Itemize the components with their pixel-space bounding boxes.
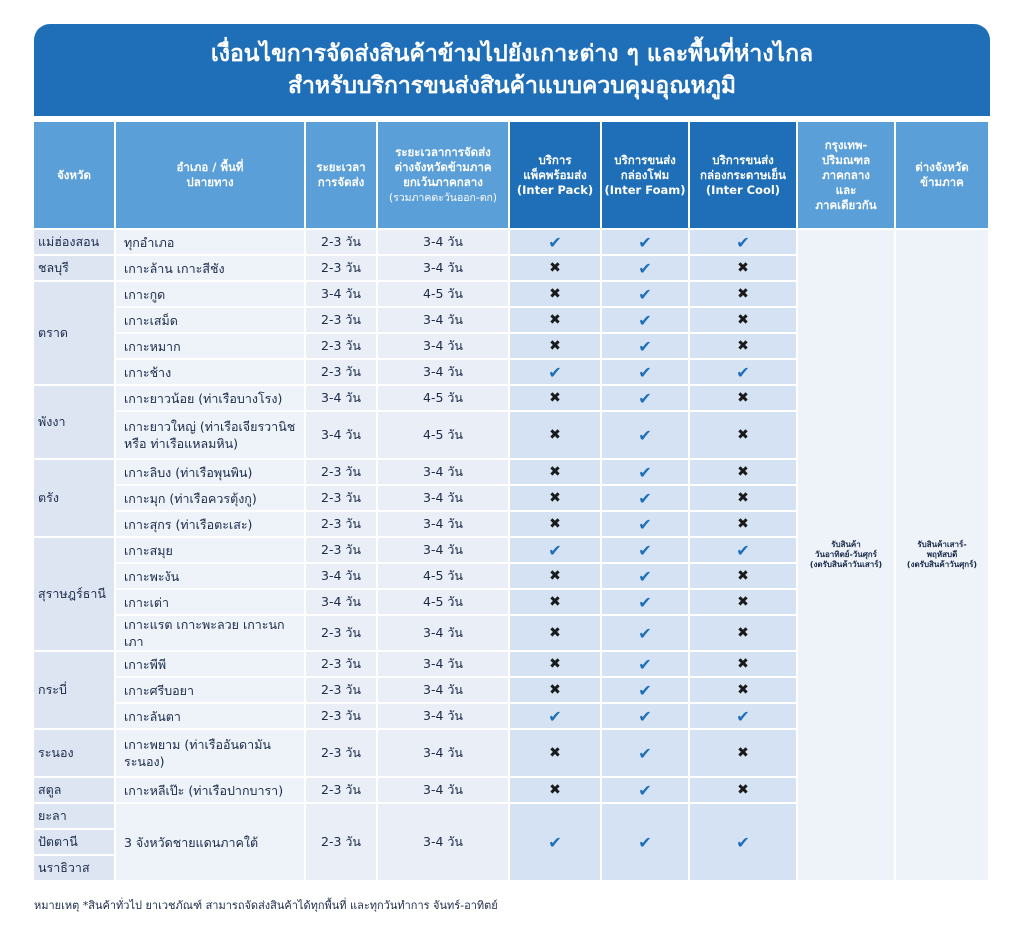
area-cell: 3 จังหวัดชายแดนภาคใต้ [116, 802, 306, 880]
cross-region-duration-cell: 3-4 วัน [378, 510, 510, 536]
cross-icon: ✖ [690, 588, 798, 614]
check-icon: ✔ [690, 358, 798, 384]
province-cell [34, 728, 116, 776]
check-icon: ✔ [602, 410, 690, 458]
area-cell: เกาะสมุย [116, 536, 306, 562]
cross-icon: ✖ [510, 458, 602, 484]
duration-cell: 2-3 วัน [306, 650, 378, 676]
check-icon: ✔ [602, 588, 690, 614]
header-duration: ระยะเวลา การจัดส่ง [306, 122, 378, 228]
footnote: หมายเหตุ *สินค้าทั่วไป ยาเวชภัณฑ์ สามารถจัดส่งสินค้าได้ทุกพื้นที่ และทุกวันทำการ จันทร์-อาทิตย์ [34, 899, 498, 912]
check-icon: ✔ [602, 676, 690, 702]
table-row [34, 228, 990, 254]
cross-icon: ✖ [510, 510, 602, 536]
province-name: แม่ฮ่องสอน [38, 234, 100, 249]
check-icon: ✔ [602, 228, 690, 254]
check-icon: ✔ [690, 228, 798, 254]
province-cell [34, 536, 116, 650]
province-cell [34, 280, 116, 384]
cross-icon: ✖ [690, 384, 798, 410]
cross-region-duration-cell: 4-5 วัน [378, 384, 510, 410]
cross-icon: ✖ [510, 650, 602, 676]
province-name: สุราษฎร์ธานี [38, 586, 106, 601]
cross-region-duration-cell: 3-4 วัน [378, 484, 510, 510]
header-other-region: ต่างจังหวัด ข้ามภาค [896, 122, 990, 228]
cross-icon: ✖ [690, 728, 798, 776]
province-cell [34, 458, 116, 536]
shipping-conditions-table [34, 122, 990, 880]
check-icon: ✔ [690, 536, 798, 562]
cross-icon: ✖ [510, 332, 602, 358]
cross-icon: ✖ [690, 562, 798, 588]
province-cell [34, 228, 116, 254]
check-icon: ✔ [602, 254, 690, 280]
cross-icon: ✖ [510, 728, 602, 776]
cross-region-duration-cell: 4-5 วัน [378, 562, 510, 588]
check-icon: ✔ [602, 802, 690, 880]
duration-cell: 2-3 วัน [306, 254, 378, 280]
cross-region-duration-cell: 3-4 วัน [378, 306, 510, 332]
duration-cell: 2-3 วัน [306, 536, 378, 562]
cross-region-duration-cell: 4-5 วัน [378, 410, 510, 458]
cross-region-duration-cell: 3-4 วัน [378, 228, 510, 254]
area-cell: เกาะล้าน เกาะสีชัง [116, 254, 306, 280]
cross-icon: ✖ [690, 254, 798, 280]
bkk-pickup-note: รับสินค้า วันอาทิตย์-วันศุกร์ (งดรับสินค้าวันเสาร์) [798, 228, 896, 880]
area-cell: เกาะยาวน้อย (ท่าเรือบางโรง) [116, 384, 306, 410]
cross-icon: ✖ [690, 280, 798, 306]
province-cell [34, 802, 116, 880]
duration-cell: 2-3 วัน [306, 776, 378, 802]
duration-cell: 2-3 วัน [306, 676, 378, 702]
cross-icon: ✖ [510, 410, 602, 458]
header-province: จังหวัด [34, 122, 116, 228]
province-cell [34, 384, 116, 458]
header-area: อำเภอ / พื้นที่ ปลายทาง [116, 122, 306, 228]
duration-cell: 2-3 วัน [306, 228, 378, 254]
header-cross-region: ระยะเวลาการจัดส่ง ต่างจังหวัดข้ามภาค ยกเว้นภาคกลาง (รวมภาคตะวันออก-ตก) [378, 122, 510, 228]
check-icon: ✔ [602, 702, 690, 728]
area-cell: เกาะหลีเป๊ะ (ท่าเรือปากบารา) [116, 776, 306, 802]
check-icon: ✔ [690, 802, 798, 880]
province-name: ชลบุรี [38, 260, 69, 275]
cross-icon: ✖ [690, 458, 798, 484]
header-bkk-region: กรุงเทพ- ปริมณฑล ภาคกลาง และ ภาคเดียวกัน [798, 122, 896, 228]
check-icon: ✔ [510, 802, 602, 880]
area-cell: เกาะศรีบอยา [116, 676, 306, 702]
province-name: กระบี่ [38, 682, 67, 697]
check-icon: ✔ [602, 536, 690, 562]
cross-icon: ✖ [690, 484, 798, 510]
province-name: สตูล [38, 782, 62, 797]
check-icon: ✔ [602, 358, 690, 384]
check-icon: ✔ [602, 728, 690, 776]
area-cell: เกาะเต่า [116, 588, 306, 614]
cross-region-duration-cell: 3-4 วัน [378, 676, 510, 702]
check-icon: ✔ [602, 280, 690, 306]
check-icon: ✔ [602, 458, 690, 484]
duration-cell: 2-3 วัน [306, 510, 378, 536]
check-icon: ✔ [510, 358, 602, 384]
cross-icon: ✖ [690, 776, 798, 802]
cross-region-duration-cell: 3-4 วัน [378, 776, 510, 802]
cross-region-duration-cell: 4-5 วัน [378, 280, 510, 306]
header-inter-foam: บริการขนส่ง กล่องโฟม (Inter Foam) [602, 122, 690, 228]
cross-icon: ✖ [690, 410, 798, 458]
title-line-1: เงื่อนไขการจัดส่งสินค้าข้ามไปยังเกาะต่าง ๆ และพื้นที่ห่างไกล [210, 41, 814, 67]
cross-region-duration-cell: 3-4 วัน [378, 332, 510, 358]
duration-cell: 2-3 วัน [306, 484, 378, 510]
duration-cell: 3-4 วัน [306, 384, 378, 410]
cross-region-duration-cell: 3-4 วัน [378, 702, 510, 728]
area-cell: เกาะลันตา [116, 702, 306, 728]
area-cell: ทุกอำเภอ [116, 228, 306, 254]
cross-icon: ✖ [510, 280, 602, 306]
cross-region-duration-cell: 3-4 วัน [378, 728, 510, 776]
cross-region-duration-cell: 4-5 วัน [378, 588, 510, 614]
cross-region-duration-cell: 3-4 วัน [378, 802, 510, 880]
cross-region-duration-cell: 3-4 วัน [378, 536, 510, 562]
cross-icon: ✖ [690, 650, 798, 676]
cross-icon: ✖ [510, 306, 602, 332]
duration-cell: 2-3 วัน [306, 358, 378, 384]
cross-region-duration-cell: 3-4 วัน [378, 650, 510, 676]
province-name: นราธิวาส [34, 854, 114, 880]
duration-cell: 2-3 วัน [306, 458, 378, 484]
duration-cell: 2-3 วัน [306, 306, 378, 332]
province-cell [34, 254, 116, 280]
cross-icon: ✖ [690, 614, 798, 650]
check-icon: ✔ [602, 562, 690, 588]
check-icon: ✔ [602, 306, 690, 332]
duration-cell: 3-4 วัน [306, 410, 378, 458]
area-cell: เกาะแรต เกาะพะลวย เกาะนกเภา [116, 614, 306, 650]
header-inter-cool: บริการขนส่ง กล่องกระดาษเย็น (Inter Cool) [690, 122, 798, 228]
duration-cell: 2-3 วัน [306, 614, 378, 650]
province-name: ตราด [38, 325, 68, 340]
check-icon: ✔ [602, 776, 690, 802]
province-name: ยะลา [38, 808, 67, 823]
area-cell: เกาะพะงัน [116, 562, 306, 588]
table-body [34, 228, 990, 880]
check-icon: ✔ [602, 510, 690, 536]
duration-cell: 3-4 วัน [306, 280, 378, 306]
area-cell: เกาะลิบง (ท่าเรือพุนพิน) [116, 458, 306, 484]
duration-cell: 3-4 วัน [306, 562, 378, 588]
area-cell: เกาะพยาม (ท่าเรืออันดามัน ระนอง) [116, 728, 306, 776]
cross-region-duration-cell: 3-4 วัน [378, 358, 510, 384]
cross-icon: ✖ [690, 676, 798, 702]
check-icon: ✔ [510, 536, 602, 562]
cross-icon: ✖ [690, 332, 798, 358]
province-cell [34, 650, 116, 728]
check-icon: ✔ [510, 228, 602, 254]
area-cell: เกาะมุก (ท่าเรือควรตุ้งกู) [116, 484, 306, 510]
duration-cell: 2-3 วัน [306, 332, 378, 358]
area-cell: เกาะยาวใหญ่ (ท่าเรือเจียรวานิช หรือ ท่าเรือแหลมหิน) [116, 410, 306, 458]
cross-icon: ✖ [510, 254, 602, 280]
province-cell [34, 776, 116, 802]
area-cell: เกาะหมาก [116, 332, 306, 358]
check-icon: ✔ [602, 614, 690, 650]
area-cell: เกาะสุกร (ท่าเรือตะเสะ) [116, 510, 306, 536]
title-line-2: สำหรับบริการขนส่งสินค้าแบบควบคุมอุณหภูมิ [287, 73, 737, 99]
check-icon: ✔ [602, 650, 690, 676]
cross-icon: ✖ [510, 384, 602, 410]
cross-icon: ✖ [690, 306, 798, 332]
check-icon: ✔ [602, 484, 690, 510]
duration-cell: 3-4 วัน [306, 588, 378, 614]
area-cell: เกาะพีพี [116, 650, 306, 676]
province-name: ตรัง [38, 490, 59, 505]
cross-region-duration-cell: 3-4 วัน [378, 614, 510, 650]
cross-region-duration-cell: 3-4 วัน [378, 254, 510, 280]
cross-icon: ✖ [510, 676, 602, 702]
cross-icon: ✖ [690, 510, 798, 536]
duration-cell: 2-3 วัน [306, 702, 378, 728]
check-icon: ✔ [510, 702, 602, 728]
check-icon: ✔ [602, 384, 690, 410]
other-region-pickup-note: รับสินค้าเสาร์- พฤหัสบดี (งดรับสินค้าวันศุกร์) [896, 228, 990, 880]
province-name: ปัตตานี [34, 828, 114, 854]
province-name: พังงา [38, 414, 66, 429]
check-icon: ✔ [602, 332, 690, 358]
cross-icon: ✖ [510, 562, 602, 588]
cross-icon: ✖ [510, 588, 602, 614]
cross-icon: ✖ [510, 484, 602, 510]
duration-cell: 2-3 วัน [306, 728, 378, 776]
cross-region-duration-cell: 3-4 วัน [378, 458, 510, 484]
cross-icon: ✖ [510, 776, 602, 802]
province-name: ระนอง [38, 745, 74, 760]
cross-icon: ✖ [510, 614, 602, 650]
area-cell: เกาะเสม็ด [116, 306, 306, 332]
area-cell: เกาะกูด [116, 280, 306, 306]
check-icon: ✔ [690, 702, 798, 728]
title-banner [34, 24, 990, 116]
duration-cell: 2-3 วัน [306, 802, 378, 880]
area-cell: เกาะช้าง [116, 358, 306, 384]
header-inter-pack: บริการ แพ็คพร้อมส่ง (Inter Pack) [510, 122, 602, 228]
